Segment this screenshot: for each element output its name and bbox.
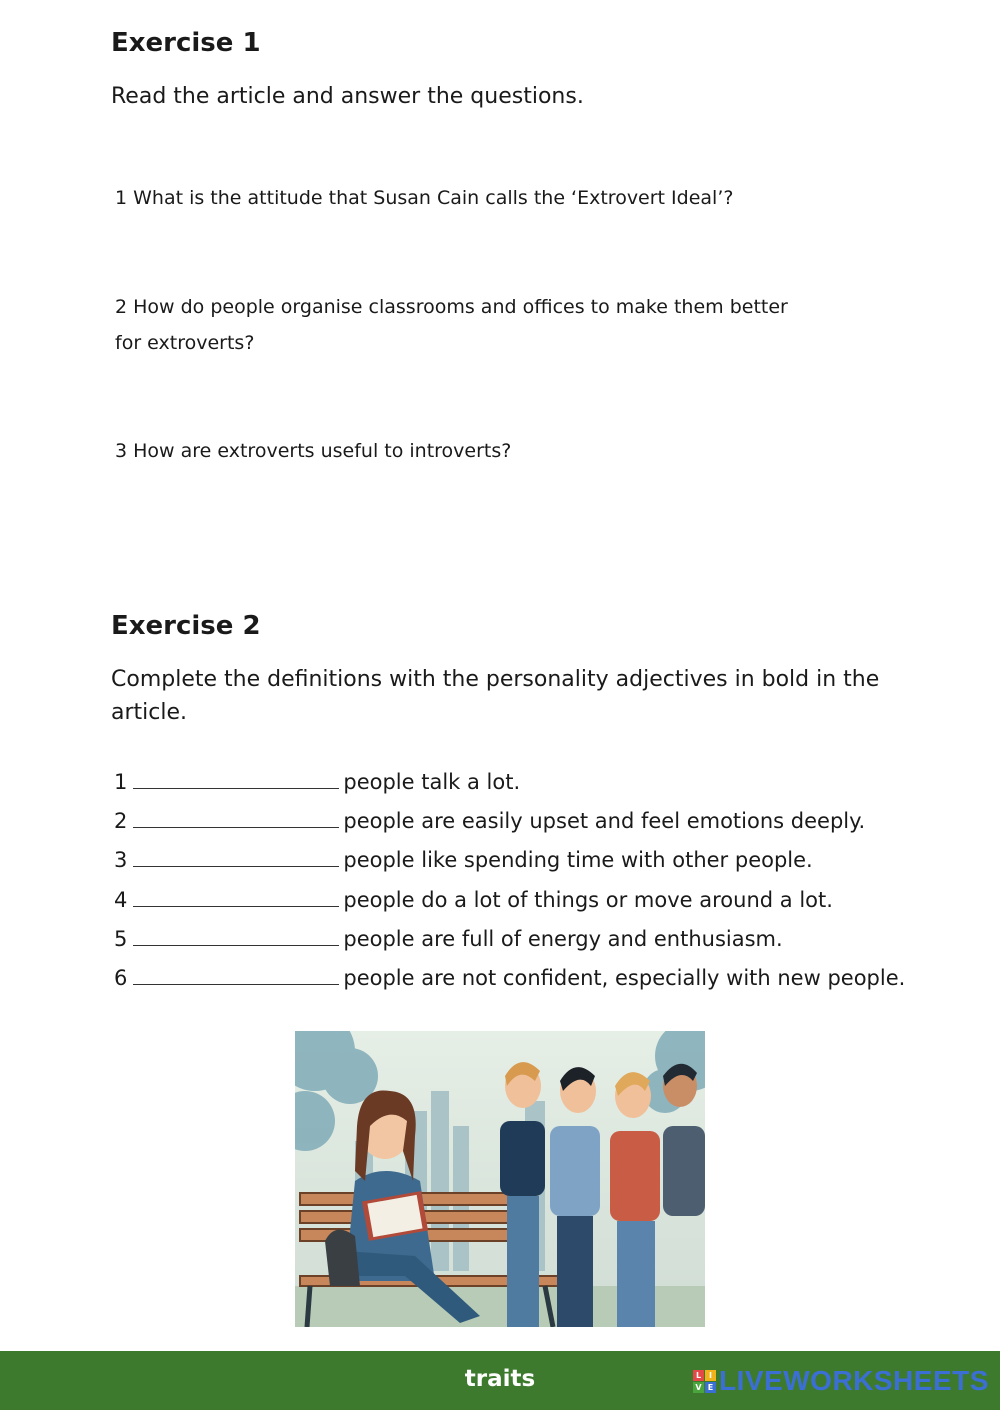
definition-item — [114, 920, 905, 959]
logo-letter: E — [705, 1382, 716, 1393]
question-2-continued: for extroverts? — [115, 332, 255, 354]
answer-blank[interactable] — [133, 807, 339, 828]
definition-item — [114, 763, 905, 802]
exercise-1-heading: Exercise 1 — [111, 28, 261, 58]
definition-text: people do a lot of things or move around a lot. — [343, 887, 833, 912]
logo-letter: I — [705, 1370, 716, 1381]
question-2: 2 How do people organise classrooms and offices to make them better — [115, 296, 788, 318]
exercise-1-instruction: Read the article and answer the questions. — [111, 84, 584, 109]
definition-number: 3 — [114, 848, 128, 873]
definition-number: 6 — [114, 965, 128, 990]
exercise-2-instruction-line-1: Complete the definitions with the personality adjectives in bold in the — [111, 667, 880, 692]
exercise-2-instruction — [111, 663, 879, 729]
exercise-2-heading: Exercise 2 — [111, 611, 261, 641]
logo-grid-icon — [693, 1370, 716, 1393]
logo-letter: V — [693, 1382, 704, 1393]
footer-title: traits — [464, 1366, 536, 1392]
logo-text: LIVEWORKSHEETS — [719, 1365, 989, 1396]
exercise-2-instruction-line-2: article. — [111, 700, 188, 725]
definition-item — [114, 841, 905, 880]
definition-number: 2 — [114, 809, 128, 834]
answer-blank[interactable] — [133, 886, 339, 907]
definition-number: 4 — [114, 887, 128, 912]
answer-blank[interactable] — [133, 925, 339, 946]
definition-number: 1 — [114, 770, 128, 794]
question-3: 3 How are extroverts useful to introverts? — [115, 440, 512, 462]
definition-text: people talk a lot. — [343, 770, 521, 794]
definition-item — [114, 881, 905, 920]
logo-letter: L — [693, 1370, 704, 1381]
definition-list — [114, 763, 905, 998]
definition-number: 5 — [114, 926, 128, 951]
definition-text: people are easily upset and feel emotions deeply. — [343, 809, 866, 834]
question-1: 1 What is the attitude that Susan Cain calls the ‘Extrovert Ideal’? — [115, 187, 734, 209]
answer-blank[interactable] — [133, 846, 339, 867]
answer-blank[interactable] — [133, 768, 339, 789]
definition-item — [114, 959, 905, 998]
introvert-extroverts-illustration — [295, 1031, 705, 1327]
definition-text: people are full of energy and enthusiasm. — [343, 926, 783, 951]
definition-text: people are not confident, especially with new people. — [343, 965, 906, 990]
definition-text: people like spending time with other people. — [343, 848, 813, 873]
liveworksheets-logo[interactable] — [693, 1365, 989, 1397]
answer-blank[interactable] — [133, 964, 339, 985]
definition-item — [114, 802, 905, 841]
